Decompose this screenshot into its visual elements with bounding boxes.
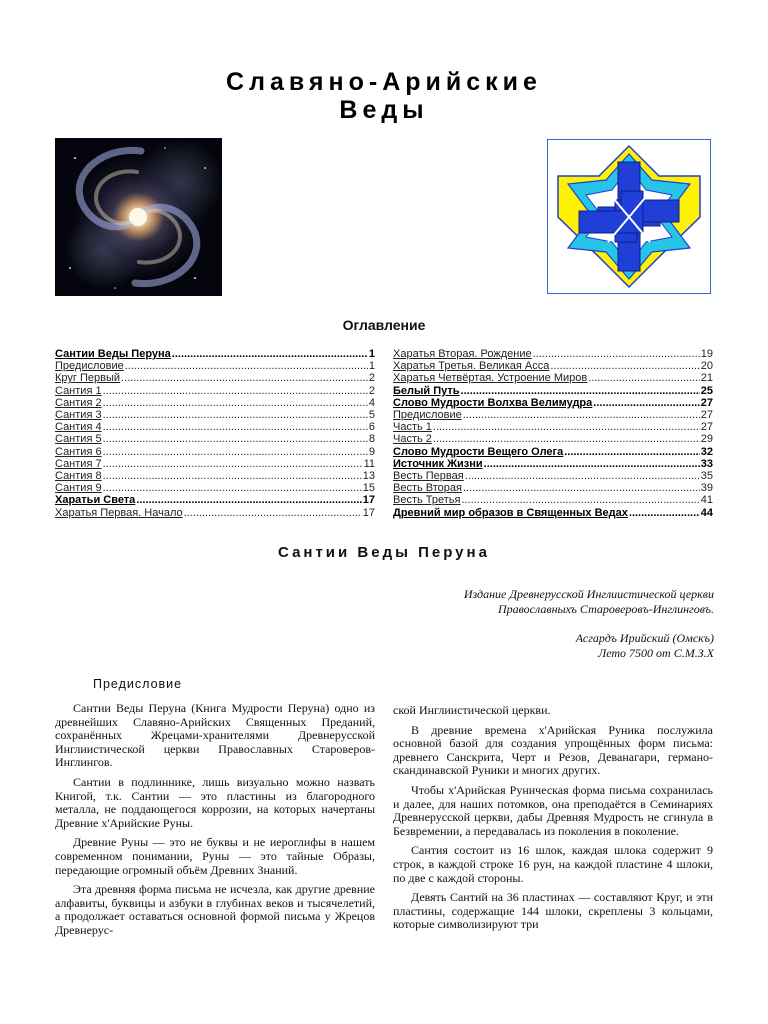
toc-left-column — [55, 348, 375, 519]
toc-entry-title[interactable]: Часть 1 — [393, 421, 432, 434]
toc-entry-page: 25 — [700, 384, 713, 397]
toc-entry-page: 19 — [700, 348, 713, 360]
toc-entry-title[interactable]: Сантия 6 — [55, 445, 102, 458]
toc-entry[interactable] — [393, 385, 713, 397]
toc-leader-dots — [533, 348, 700, 360]
toc-entry-title[interactable]: Сантия 4 — [55, 421, 102, 434]
toc-leader-dots — [484, 458, 700, 470]
paragraph: Древние Руны — это не буквы и не иероглифы в нашем современном понимании, Руны — это тайные Образы, передающие огромный объём Древних Знаний. — [55, 835, 375, 877]
toc-entry[interactable] — [55, 385, 375, 397]
body-column-left — [55, 702, 375, 944]
toc-leader-dots — [125, 360, 368, 372]
toc-entry-page: 2 — [368, 384, 375, 397]
galaxy-image — [55, 138, 222, 296]
toc-entry[interactable] — [393, 494, 713, 506]
toc-entry-page: 6 — [368, 421, 375, 434]
imprint-line: Асгардъ Ирийский (Омскъ) — [575, 631, 714, 645]
toc-right-column — [393, 348, 713, 519]
toc-leader-dots — [593, 397, 699, 409]
toc-entry-title[interactable]: Харатья Вторая. Рождение — [393, 348, 532, 360]
toc-leader-dots — [103, 409, 368, 421]
section-title: Сантии Веды Перуна — [278, 544, 490, 561]
toc-entry-page: 41 — [700, 494, 713, 507]
toc-leader-dots — [564, 446, 700, 458]
toc-entry-title[interactable]: Весть Вторая — [393, 482, 462, 495]
toc-entry-title[interactable]: Белый Путь — [393, 384, 460, 397]
paragraph: Чтобы х'Арийская Руническая форма письма сохранилась и далее, для наших потомков, она преподаётся в Семинариях Древнерусской церкви, дабы Древняя Мудрость не сгинула в Безвремении, а передавалась из поколения в поколение. — [393, 782, 713, 838]
toc-entry-page: 1 — [368, 348, 375, 360]
toc-entry-page: 35 — [700, 470, 713, 483]
paragraph: Девять Сантий на 36 пластинах — составляют Круг, и эти пластины, содержащие 144 шлоки, скреплены 3 кольцами, которые символизируют три — [393, 890, 713, 932]
toc-entry-title[interactable]: Сантия 3 — [55, 409, 102, 422]
toc-leader-dots — [103, 421, 368, 433]
toc-entry-title[interactable]: Часть 2 — [393, 433, 432, 446]
paragraph: Сантия состоит из 16 шлок, каждая шлока содержит 9 строк, в каждой строке 16 рун, на каждой пластине 4 шлоки, по две с каждой стороны. — [393, 843, 713, 885]
imprint-line: Лето 7500 от С.М.З.Х — [598, 646, 714, 660]
toc-entry-page: 33 — [700, 457, 713, 470]
toc-entry-page: 11 — [363, 457, 375, 470]
toc-entry-title[interactable]: Сантии Веды Перуна — [55, 348, 171, 360]
toc-entry-page: 27 — [700, 409, 713, 422]
toc-entry-title[interactable]: Весть Первая — [393, 470, 464, 483]
toc-leader-dots — [461, 385, 700, 397]
toc-entry-title[interactable]: Сантия 2 — [55, 396, 102, 409]
toc-entry-page: 29 — [700, 433, 713, 446]
toc-entry[interactable] — [55, 458, 375, 470]
toc-entry-title[interactable]: Весть Третья — [393, 494, 461, 507]
toc-entry[interactable] — [393, 360, 713, 372]
preface-heading: Предисловие — [93, 677, 183, 691]
toc-entry[interactable] — [55, 397, 375, 409]
paragraph: ской Инглиистической церкви. — [393, 703, 551, 717]
imprint-block — [464, 587, 714, 661]
toc-entry[interactable] — [55, 372, 375, 384]
toc-entry[interactable] — [393, 397, 713, 409]
toc-entry-title[interactable]: Сантия 8 — [55, 470, 102, 483]
toc-entry-page: 1 — [368, 360, 375, 373]
toc-entry[interactable] — [393, 458, 713, 470]
toc-leader-dots — [461, 494, 699, 506]
toc-entry[interactable] — [55, 433, 375, 445]
toc-entry-page: 9 — [368, 445, 375, 458]
toc-leader-dots — [103, 482, 362, 494]
document-title-line2: Веды — [339, 96, 429, 124]
toc-entry[interactable] — [55, 470, 375, 482]
toc-entry[interactable] — [393, 446, 713, 458]
toc-entry-page: 39 — [700, 482, 713, 495]
toc-entry[interactable] — [393, 409, 713, 421]
toc-leader-dots — [433, 421, 700, 433]
toc-entry[interactable] — [55, 409, 375, 421]
toc-entry-page: 4 — [368, 396, 375, 409]
toc-entry-title[interactable]: Сантия 1 — [55, 384, 102, 397]
toc-entry[interactable] — [55, 446, 375, 458]
toc-entry-page: 20 — [700, 360, 713, 373]
toc-entry-page: 15 — [362, 482, 375, 495]
toc-entry-page: 8 — [368, 433, 375, 446]
toc-leader-dots — [184, 507, 362, 519]
toc-entry[interactable] — [55, 482, 375, 494]
kolovrat-symbol-image — [547, 139, 711, 294]
toc-entry-page: 27 — [700, 396, 713, 409]
toc-entry-page: 21 — [700, 372, 713, 385]
toc-entry-title[interactable]: Харатьи Света — [55, 494, 136, 507]
imprint-line: Православныхъ Староверовъ-Инглинговъ. — [497, 602, 714, 616]
toc-entry[interactable] — [393, 433, 713, 445]
toc-leader-dots — [103, 446, 368, 458]
toc-leader-dots — [103, 458, 363, 470]
toc-entry-page: 44 — [700, 506, 713, 519]
toc-entry-page: 13 — [362, 470, 375, 483]
toc-leader-dots — [103, 397, 368, 409]
toc-heading: Оглавление — [342, 317, 426, 333]
toc-leader-dots — [463, 482, 700, 494]
toc-leader-dots — [588, 372, 700, 384]
paragraph: Эта древняя форма письма не исчезла, как другие древние алфавиты, буквицы и азбуки в глубинах веков и тысячелетий, а продолжает оставаться основной формой письма у Жрецов Древнерус- — [55, 882, 375, 937]
toc-entry-title[interactable]: Сантия 7 — [55, 457, 102, 470]
toc-entry[interactable] — [393, 348, 713, 360]
toc-entry-title[interactable]: Харатья Третья. Великая Асса — [393, 360, 550, 373]
toc-entry[interactable] — [55, 348, 375, 360]
toc-leader-dots — [629, 507, 700, 519]
toc-leader-dots — [103, 433, 368, 445]
toc-entry[interactable] — [393, 421, 713, 433]
toc-entry-title[interactable]: Древний мир образов в Священных Ведах — [393, 506, 628, 519]
toc-entry-page: 2 — [368, 372, 375, 385]
toc-leader-dots — [172, 348, 368, 360]
toc-entry-title[interactable]: Предисловие — [55, 360, 124, 373]
toc-entry-title[interactable]: Сантия 9 — [55, 482, 102, 495]
toc-leader-dots — [550, 360, 699, 372]
toc-entry-title[interactable]: Источник Жизни — [393, 457, 483, 470]
toc-leader-dots — [136, 494, 361, 506]
toc-entry[interactable] — [55, 360, 375, 372]
toc-entry[interactable] — [393, 482, 713, 494]
paragraph: Сантии в подлиннике, лишь визуально можно назвать Книгой, т.к. Сантии — это пластины из благородного металла, не поддающегося коррозии, на которых начертаны Древние х'Арийские Руны. — [55, 774, 375, 830]
paragraph: В древние времена х'Арийская Руника послужила основной базой для создания упрощённых форм письма: древнего Санскрита, Черт и Резов, Деванагари, германо-скандинавской Руники и многих других. — [393, 722, 713, 778]
imprint-line: Издание Древнерусской Инглиистической церкви — [463, 587, 714, 601]
body-column-right — [393, 704, 713, 938]
paragraph: Сантии Веды Перуна (Книга Мудрости Перуна) одно из древнейших Славяно-Арийских Священных Преданий, сохранённых Жрецами-хранителями Древнерусской Инглиистической церкви Православных Староверов-Инглингов. — [55, 701, 375, 770]
toc-leader-dots — [103, 385, 368, 397]
toc-entry-title[interactable]: Предисловие — [393, 409, 462, 422]
toc-entry-title[interactable]: Круг Первый — [55, 372, 121, 385]
toc-entry-page: 17 — [362, 506, 375, 519]
toc-entry[interactable] — [55, 507, 375, 519]
document-title-line1: Славяно-Арийские — [226, 68, 542, 96]
toc-entry-title[interactable]: Слово Мудрости Вещего Олега — [393, 445, 564, 458]
toc-entry[interactable] — [55, 494, 375, 506]
toc-entry-page: 32 — [700, 445, 713, 458]
toc-leader-dots — [121, 372, 368, 384]
toc-leader-dots — [465, 470, 700, 482]
toc-entry[interactable] — [393, 372, 713, 384]
toc-entry[interactable] — [393, 507, 713, 519]
toc-entry-title[interactable]: Харатья Четвёртая. Устроение Миров — [393, 372, 588, 385]
toc-entry-title[interactable]: Харатья Первая. Начало — [55, 506, 183, 519]
toc-leader-dots — [463, 409, 700, 421]
toc-entry-page: 17 — [362, 494, 375, 507]
toc-leader-dots — [433, 433, 700, 445]
toc-entry[interactable] — [55, 421, 375, 433]
toc-entry-page: 5 — [368, 409, 375, 422]
toc-leader-dots — [103, 470, 362, 482]
toc-entry-title[interactable]: Слово Мудрости Волхва Велимудра — [393, 396, 593, 409]
toc-entry[interactable] — [393, 470, 713, 482]
toc-entry-page: 27 — [700, 421, 713, 434]
toc-entry-title[interactable]: Сантия 5 — [55, 433, 102, 446]
